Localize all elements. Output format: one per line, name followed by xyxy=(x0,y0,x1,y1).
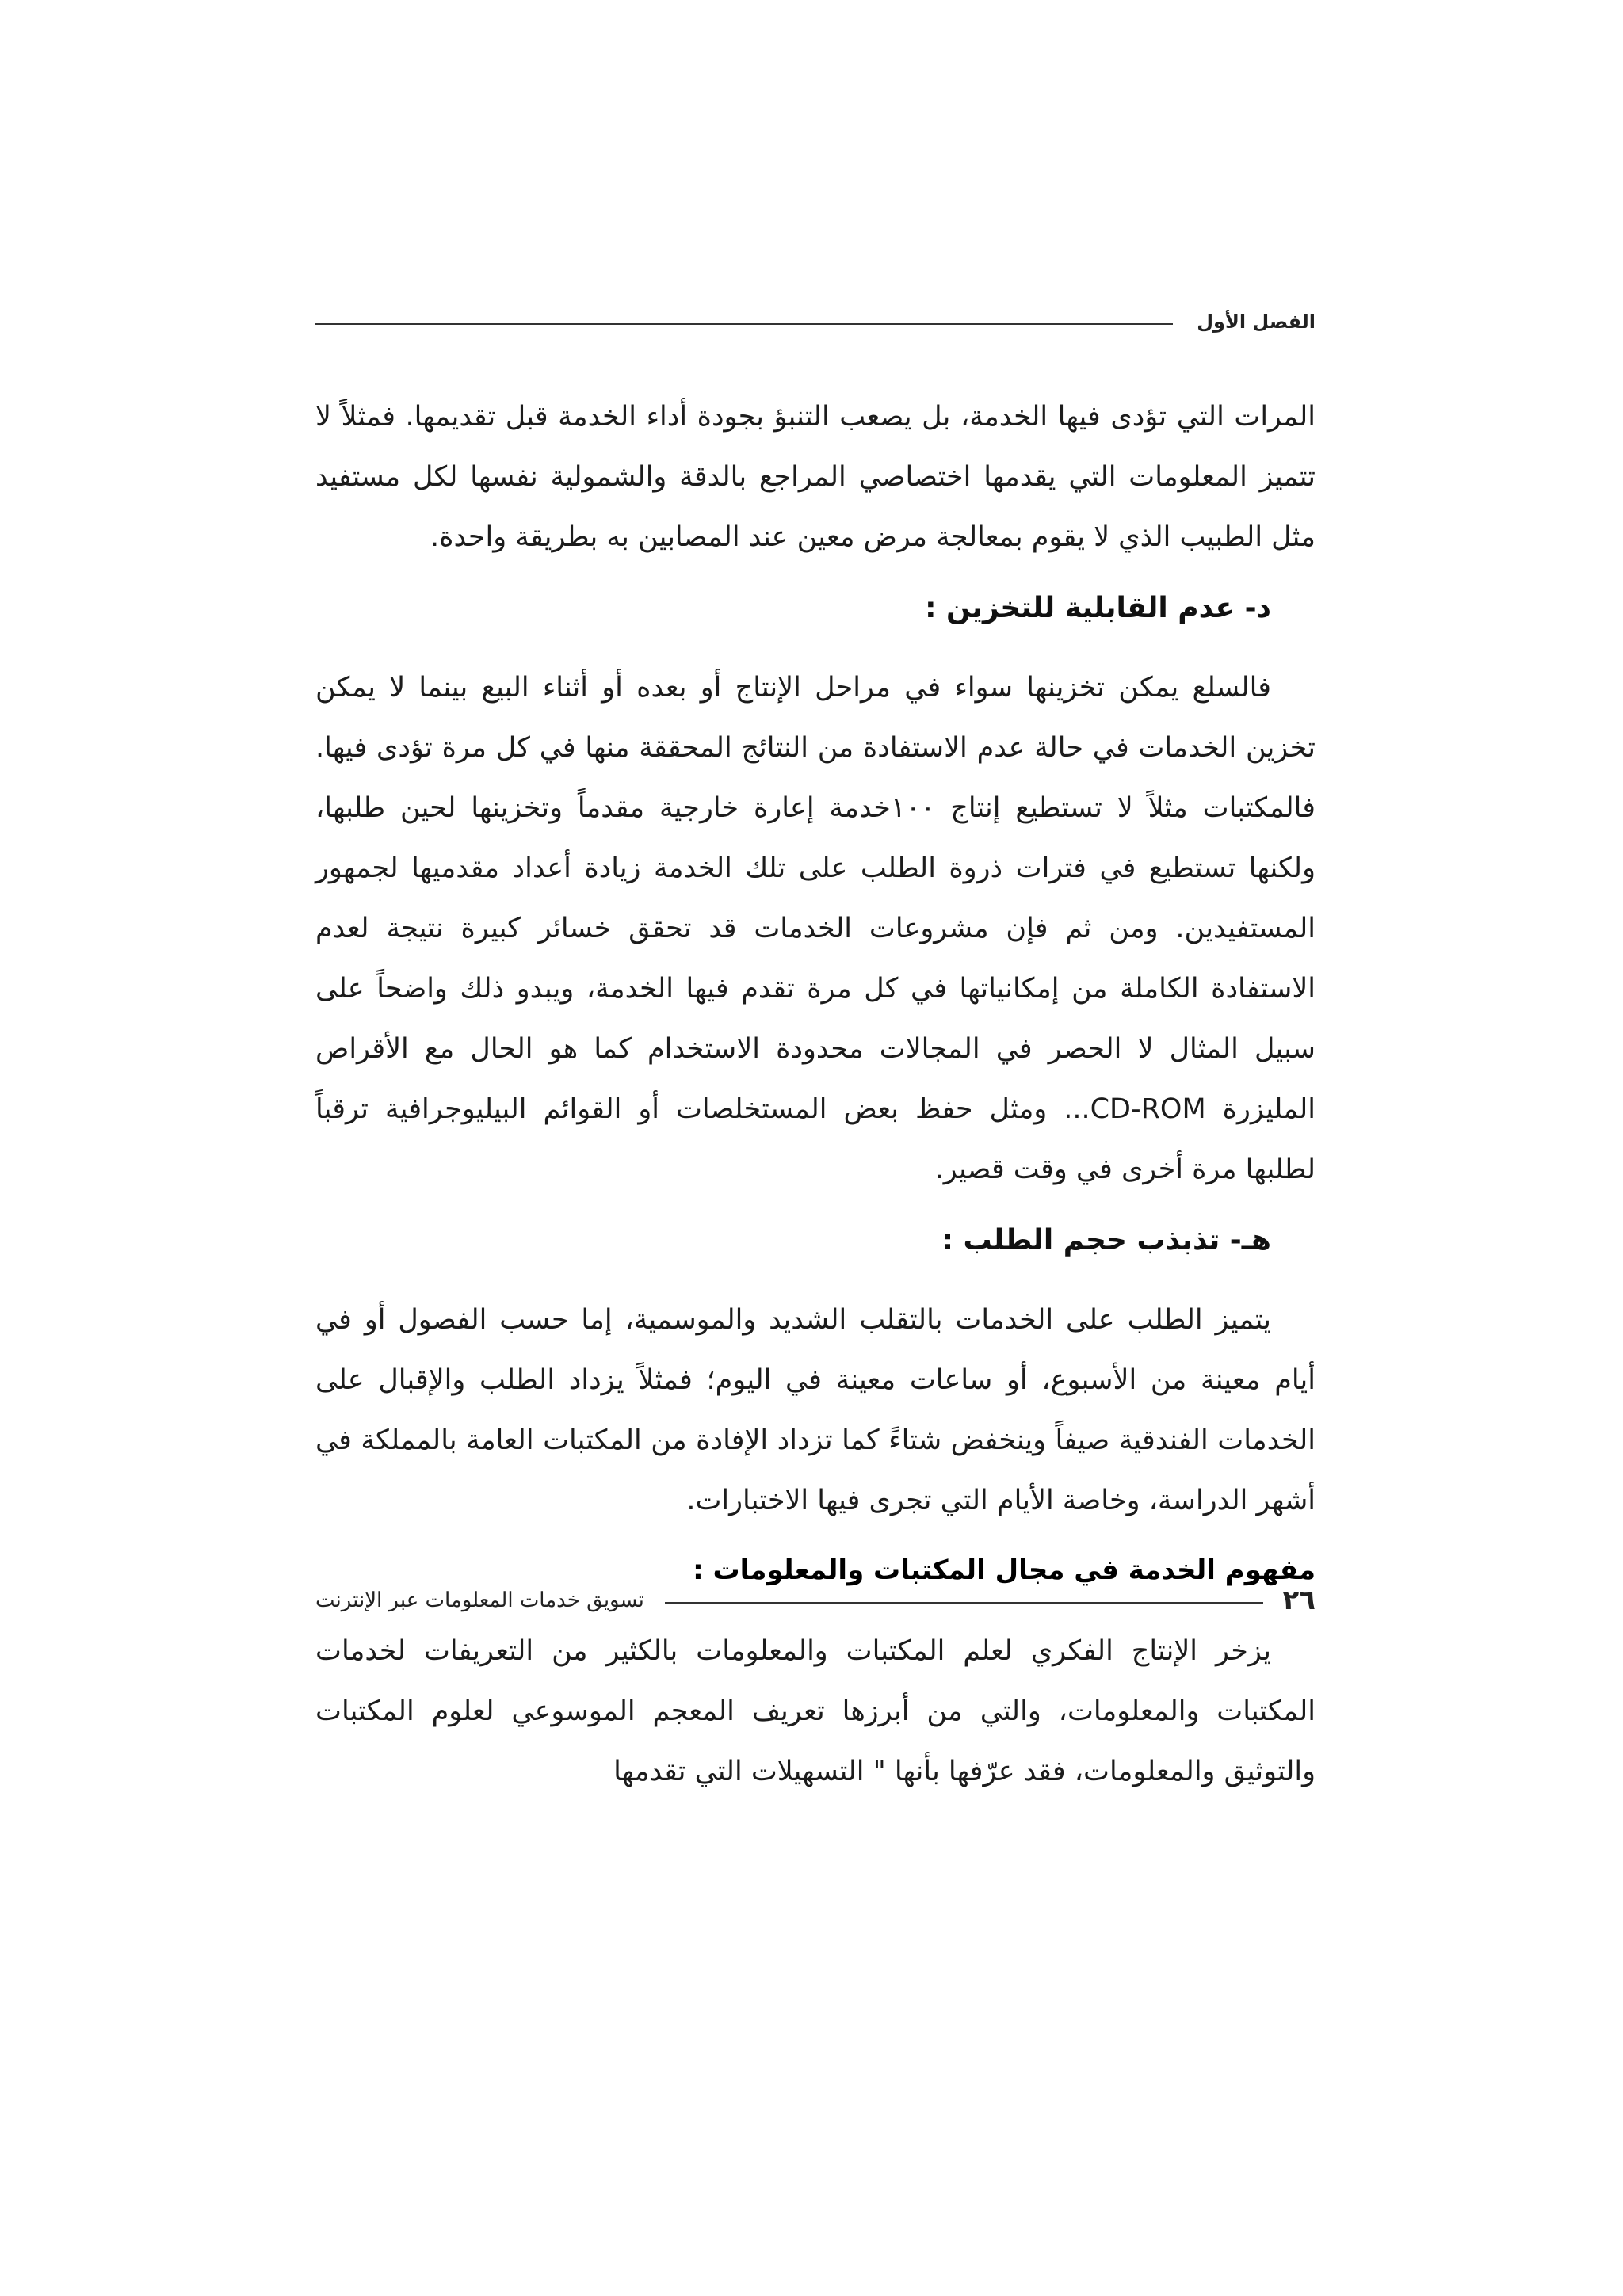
running-header xyxy=(315,306,1316,338)
page-number: ٢٦ xyxy=(1282,1585,1316,1616)
subheading-demand-fluctuation: هـ- تذبذب حجم الطلب : xyxy=(941,1224,1271,1257)
book-title: تسويق خدمات المعلومات عبر الإنترنت xyxy=(315,1589,644,1612)
paragraph-2: فالسلع يمكن تخزينها سواء في مراحل الإنتاج أو بعده أو أثناء البيع بينما لا يمكن تخزين الخدمات في حالة عدم الاستفادة من النتائج المحققة منها في كل مرة تؤدى فيها. فالمكتبات مثلاً لا تستطيع إنتاج ١٠٠خدمة إعارة خارجية مقدماً وتخزينها لحين طلبها، ولكنها تستطيع في فترات ذروة الطلب على تلك الخدمة زيادة أعداد مقدميها لجمهور المستفيدين. ومن ثم فإن مشروعات الخدمات قد تحقق خسائر كبيرة نتيجة لعدم الاستفادة الكاملة من إمكانياتها في كل مرة تقدم فيها الخدمة، ويبدو ذلك واضحاً على سبيل المثال لا الحصر في المجالات محدودة الاستخدام كما هو الحال مع الأقراص المليزرة CD-ROM... ومثل حفظ بعض المستخلصات أو القوائم البيليوجرافية ترقباً لطلبها مرة أخرى في وقت قصير. xyxy=(315,672,1316,1185)
paragraph-3: يتميز الطلب على الخدمات بالتقلب الشديد والموسمية، إما حسب الفصول أو في أيام معينة من الأسبوع، أو ساعات معينة في اليوم؛ فمثلاً يزداد الطلب والإقبال على الخدمات الفندقية صيفاً وينخفض شتاءً كما تزداد الإفادة من المكتبات العامة بالمملكة في أشهر الدراسة، وخاصة الأيام التي تجرى فيها الاختبارات. xyxy=(315,1304,1316,1516)
paragraph-4: يزخر الإنتاج الفكري لعلم المكتبات والمعلومات بالكثير من التعريفات لخدمات المكتبات والمعلومات، والتي من أبرزها تعريف المعجم الموسوعي لعلوم المكتبات والتوثيق والمعلومات، فقد عرّفها بأنها " التسهيلات التي تقدمها xyxy=(315,1635,1316,1787)
subheading-non-storability: د- عدم القابلية للتخزين : xyxy=(925,592,1271,624)
footer-rule xyxy=(665,1602,1264,1604)
header-rule xyxy=(315,323,1173,325)
chapter-title: الفصل الأول xyxy=(1197,311,1316,333)
page-footer xyxy=(315,1581,1316,1620)
section-heading-service-concept: مفهوم الخدمة في مجال المكتبات والمعلومات : xyxy=(693,1554,1316,1586)
paragraph-1: المرات التي تؤدى فيها الخدمة، بل يصعب التنبؤ بجودة أداء الخدمة قبل تقديمها. فمثلاً لا تتميز المعلومات التي يقدمها اختصاصي المراجع بالدقة والشمولية نفسها لكل مستفيد مثل الطبيب الذي لا يقوم بمعالجة مرض معين عند المصابين به بطريقة واحدة. xyxy=(315,401,1316,553)
